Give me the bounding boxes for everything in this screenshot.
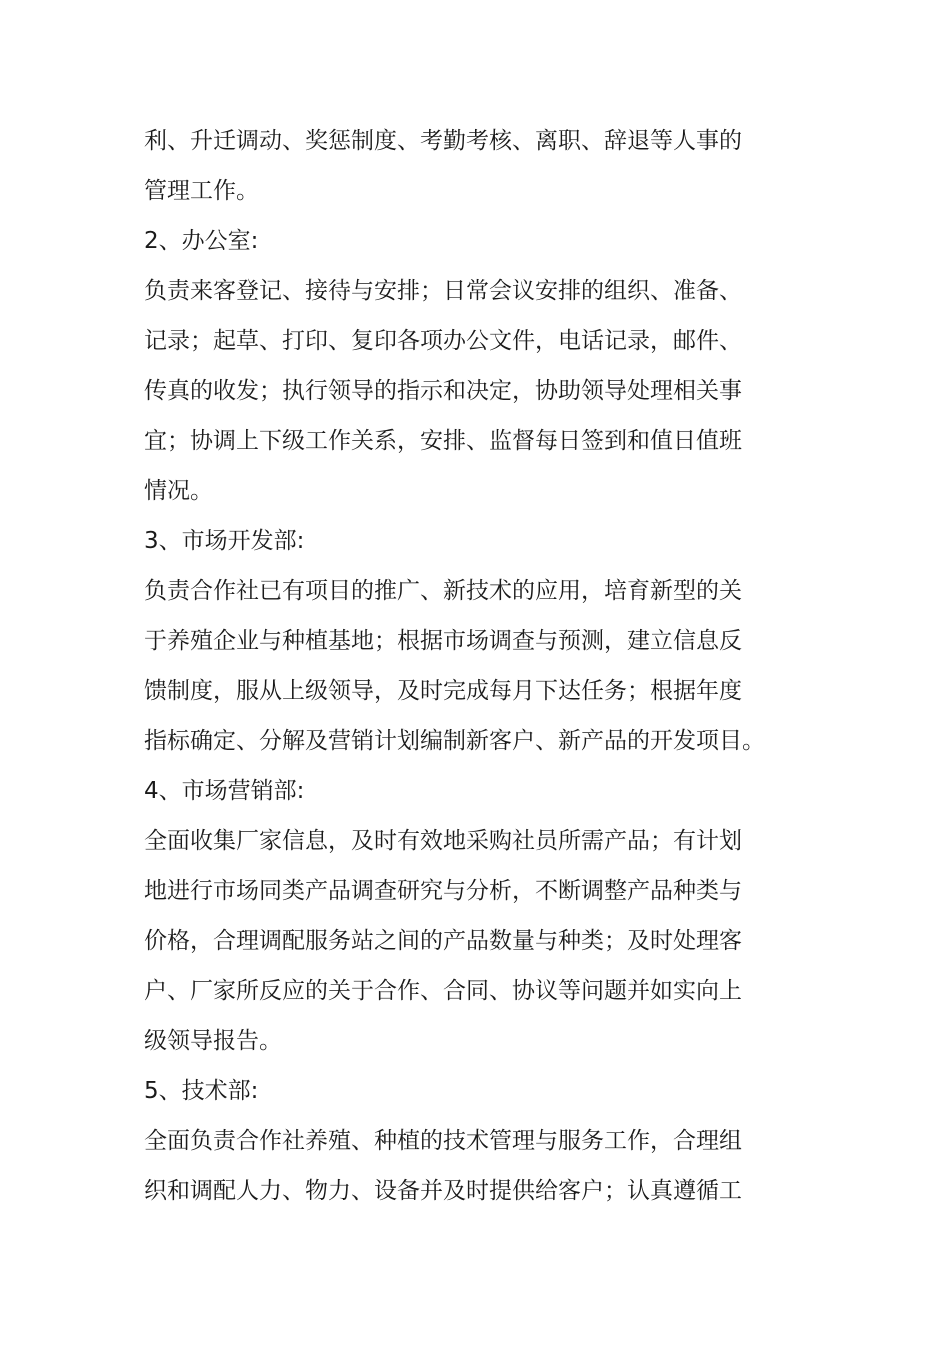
text-line: 户、厂家所反应的关于合作、合同、协议等问题并如实向上 bbox=[144, 978, 742, 1004]
text-line: 指标确定、分解及营销计划编制新客户、新产品的开发项目。 bbox=[144, 728, 765, 754]
text-line: 宜；协调上下级工作关系，安排、监督每日签到和值日值班 bbox=[144, 428, 742, 454]
text-line: 地进行市场同类产品调查研究与分析，不断调整产品种类与 bbox=[144, 878, 742, 904]
text-line: 情况。 bbox=[144, 478, 213, 504]
text-line: 利、升迁调动、奖惩制度、考勤考核、离职、辞退等人事的 bbox=[144, 128, 742, 154]
section-heading-technology: 5、技术部: bbox=[144, 1078, 259, 1104]
text-line: 价格，合理调配服务站之间的产品数量与种类；及时处理客 bbox=[144, 928, 742, 954]
text-line: 级领导报告。 bbox=[144, 1028, 282, 1054]
section-heading-marketing: 4、市场营销部: bbox=[144, 778, 305, 804]
text-line: 于养殖企业与种植基地；根据市场调查与预测，建立信息反 bbox=[144, 628, 742, 654]
text-line: 织和调配人力、物力、设备并及时提供给客户；认真遵循工 bbox=[144, 1178, 742, 1204]
section-heading-market-development: 3、市场开发部: bbox=[144, 528, 305, 554]
text-line: 传真的收发；执行领导的指示和决定，协助领导处理相关事 bbox=[144, 378, 742, 404]
document-body bbox=[144, 116, 804, 1216]
text-line: 记录；起草、打印、复印各项办公文件，电话记录，邮件、 bbox=[144, 328, 742, 354]
text-line: 负责来客登记、接待与安排；日常会议安排的组织、准备、 bbox=[144, 278, 742, 304]
text-line: 全面负责合作社养殖、种植的技术管理与服务工作，合理组 bbox=[144, 1128, 742, 1154]
text-line: 全面收集厂家信息，及时有效地采购社员所需产品；有计划 bbox=[144, 828, 742, 854]
section-heading-office: 2、办公室: bbox=[144, 228, 259, 254]
text-line: 管理工作。 bbox=[144, 178, 259, 204]
text-line: 馈制度，服从上级领导，及时完成每月下达任务；根据年度 bbox=[144, 678, 742, 704]
text-line: 负责合作社已有项目的推广、新技术的应用，培育新型的关 bbox=[144, 578, 742, 604]
